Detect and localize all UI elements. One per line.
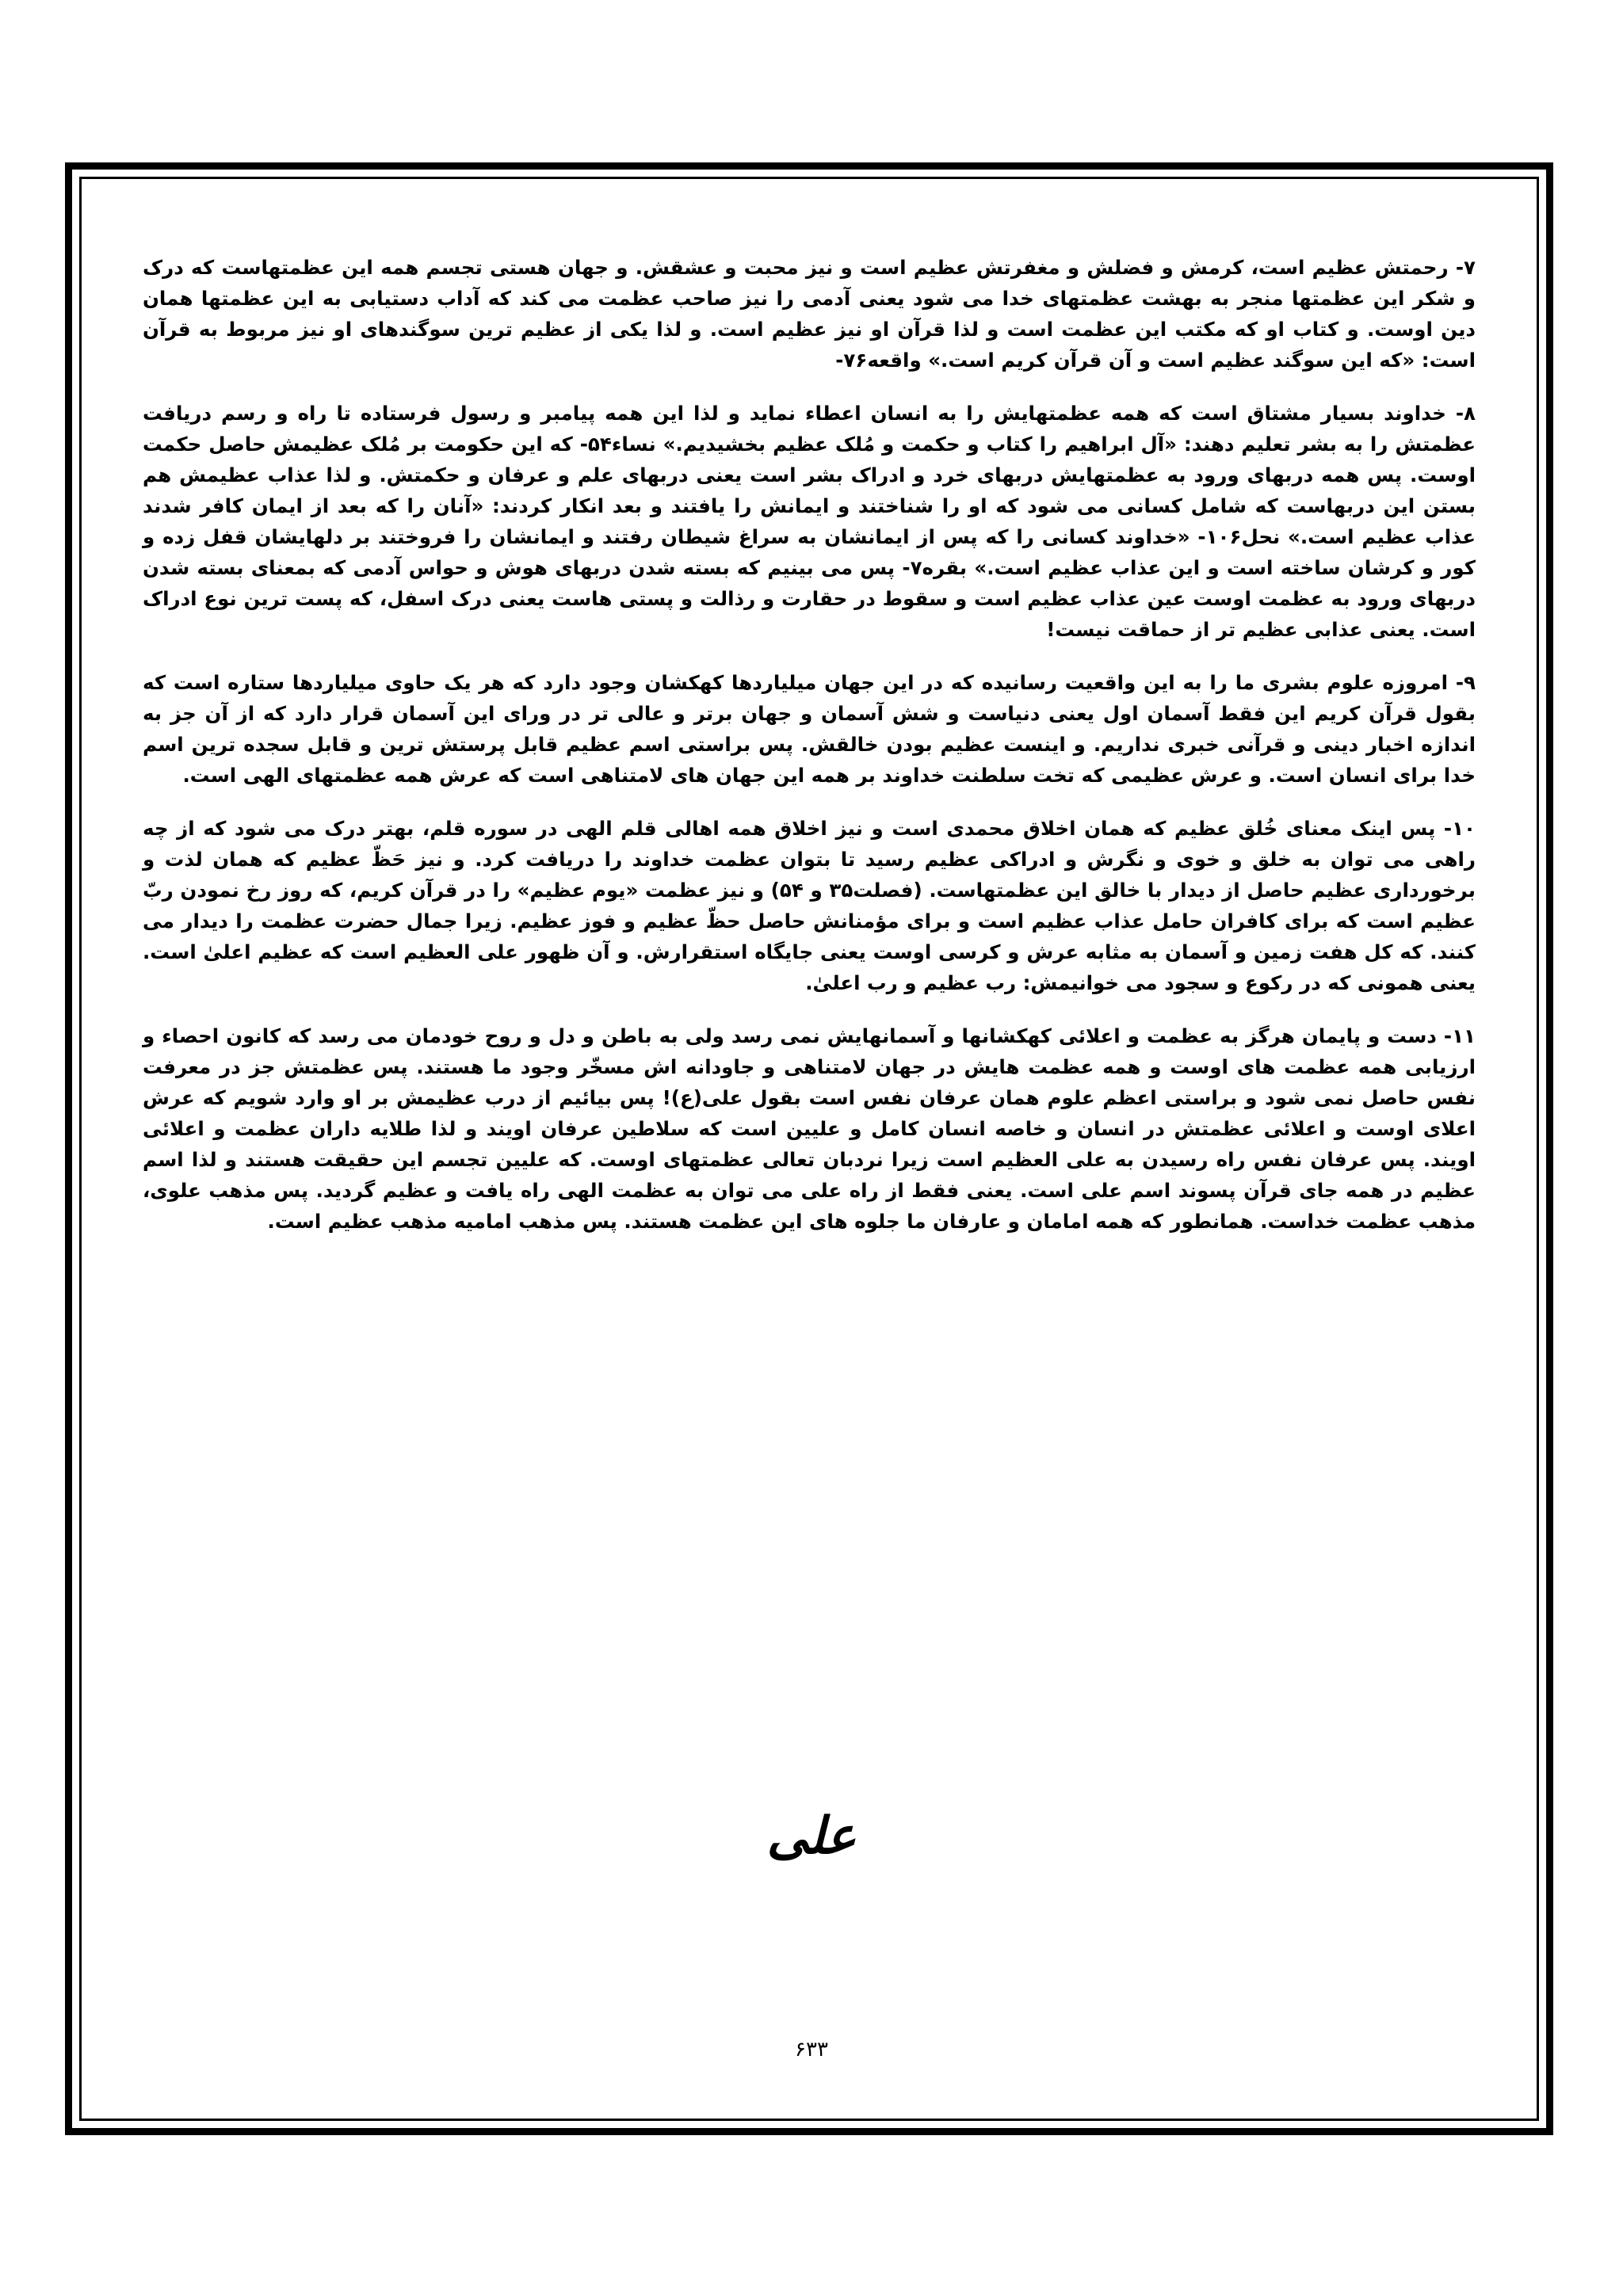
- paragraph-9: ۹- امروزه علوم بشری ما را به این واقعیت رسانیده که در این جهان میلیاردها کهکشان وجود دارد که هر یک حاوی میلیاردها ستاره است که بقول قرآن کریم این فقط آسمان اول یعنی دنیاست و شش آسمان و جهان برتر و عالی تر در ورای این آسمان قرار دارد که از آن جز به اندازه اخبار دینی و قرآنی خبری نداریم. و اینست عظیم بودن خالقش. پس براستی اسم عظیم قابل پرستش ترین و قابل سجده ترین اسم خدا برای انسان است. و عرش عظیمی که تخت سلطنت خداوند بر همه این جهان های لامتناهی است که عرش همه عظمتهای الهی است.: [143, 671, 1476, 787]
- paragraph-11: ۱۱- دست و پایمان هرگز به عظمت و اعلائی کهکشانها و آسمانهایش نمی رسد ولی به باطن و دل و روح خودمان می رسد که کانون احصاء و ارزیابی همه عظمت های اوست و همه عظمت هایش در جهان لامتناهی و جاودانه اش مسخّر وجود ما هستند. پس عظمتش جز در معرفت نفس حاصل نمی شود و براستی اعظم علوم همان عرفان نفس است بقول علی(ع)! پس بیائیم از درب عظیمش بر او وارد شویم که عرش اعلای اوست و اعلائی عظمتش در انسان و خاصه انسان کامل و علیین است که سلاطین عرفان اویند و لذا طلایه داران عظمت و اعلائی اویند. پس عرفان نفس راه رسیدن به علی العظیم است زیرا نردبان تعالی عظمتهای اوست. که علیین تجسم این حقیقت هستند و لذا اسم عظیم در همه جای قرآن پسوند اسم علی است. یعنی فقط از راه علی می توان به عظمت الهی راه یافت و عظیم گردید. پس مذهب علوی، مذهب عظمت خداست. همانطور که همه امامان و عارفان ما جلوه های این عظمت هستند. پس مذهب امامیه مذهب عظیم است.: [143, 1024, 1476, 1233]
- paragraph-10: ۱۰- پس اینک معنای خُلق عظیم که همان اخلاق محمدی است و نیز اخلاق همه اهالی قلم الهی در سوره قلم، بهتر درک می شود که از چه راهی می توان به خلق و خوی و نگرش و ادراکی عظیم رسید تا بتوان عظمت خداوند را دریافت کرد. و نیز حَظّ عظیم که همان لذت و برخورداری عظیم حاصل از دیدار با خالق این عظمتهاست. (فصلت۳۵ و ۵۴) و نیز عظمت «یوم عظیم» را در قرآن کریم، که روز رخ نمودن ربّ عظیم است که برای کافران حامل عذاب عظیم است و برای مؤمنانش حاصل حظّ عظیم و فوز عظیم. زیرا جمال حضرت عظمت را دیدار می کنند. که کل هفت زمین و آسمان به مثابه عرش و کرسی اوست یعنی جایگاه استقرارش. و آن ظهور علی العظیم است که عظیم اعلیٰ است. یعنی همونی که در رکوع و سجود می خوانیمش: رب عظیم و رب اعلیٰ.: [143, 817, 1476, 994]
- paragraph-8: ۸- خداوند بسیار مشتاق است که همه عظمتهایش را به انسان اعطاء نماید و لذا این همه پیامبر و رسول فرستاده تا راه و رسم دریافت عظمتش را به بشر تعلیم دهند: «آل ابراهیم را کتاب و حکمت و مُلک عظیم بخشیدیم.» نساء۵۴- که این حکومت بر مُلک عظیمش حاصل حکمت اوست. پس همه دربهای ورود به عظمتهایش دربهای خرد و ادراک بشر است یعنی دربهای علم و عرفان و حکمتش. و لذا عذاب عظیمش هم بستن این دربهاست که شامل کسانی می شود که او را شناختند و ایمانش را یافتند و بعد انکار کردند: «آنان را که بعد از ایمان کافر شدند عذاب عظیم است.» نحل۱۰۶- «خداوند کسانی را که پس از ایمانشان به سراغ شیطان رفتند و ایمانشان را فروختند بر دلهایشان قفل زده و کور و کرشان ساخته است و این عذاب عظیم است.» بقره۷- پس می بینیم که بسته شدن دربهای هوش و حواس آدمی که بمعنای بسته شدن دربهای ورود به عظمت اوست عین عذاب عظیم است و سقوط در حقارت و رذالت و پستی هاست یعنی درک اسفل، که پست ترین نوع ادراک است. یعنی عذابی عظیم تر از حماقت نیست!: [143, 402, 1476, 641]
- page-body: [143, 252, 1476, 1259]
- author-signature: علی: [766, 1806, 857, 1866]
- paragraph-7: ۷- رحمتش عظیم است، کرمش و فضلش و مغفرتش عظیم است و نیز محبت و عشقش. و جهان هستی تجسم همه این عظمتهاست که درک و شکر این عظمتها منجر به بهشت عظمتهای خدا می شود یعنی آدمی را نیز صاحب عظمت می کند که آداب دستیابی به این عظمتها همان دین اوست. و کتاب او که مکتب این عظمت است و لذا قرآن او نیز عظیم است. و لذا یکی از عظیم ترین سوگندهای او نیز مربوط به قرآن است: «که این سوگند عظیم است و آن قرآن کریم است.» واقعه۷۶-: [143, 256, 1476, 372]
- page-number: ۶۳۳: [795, 2038, 828, 2061]
